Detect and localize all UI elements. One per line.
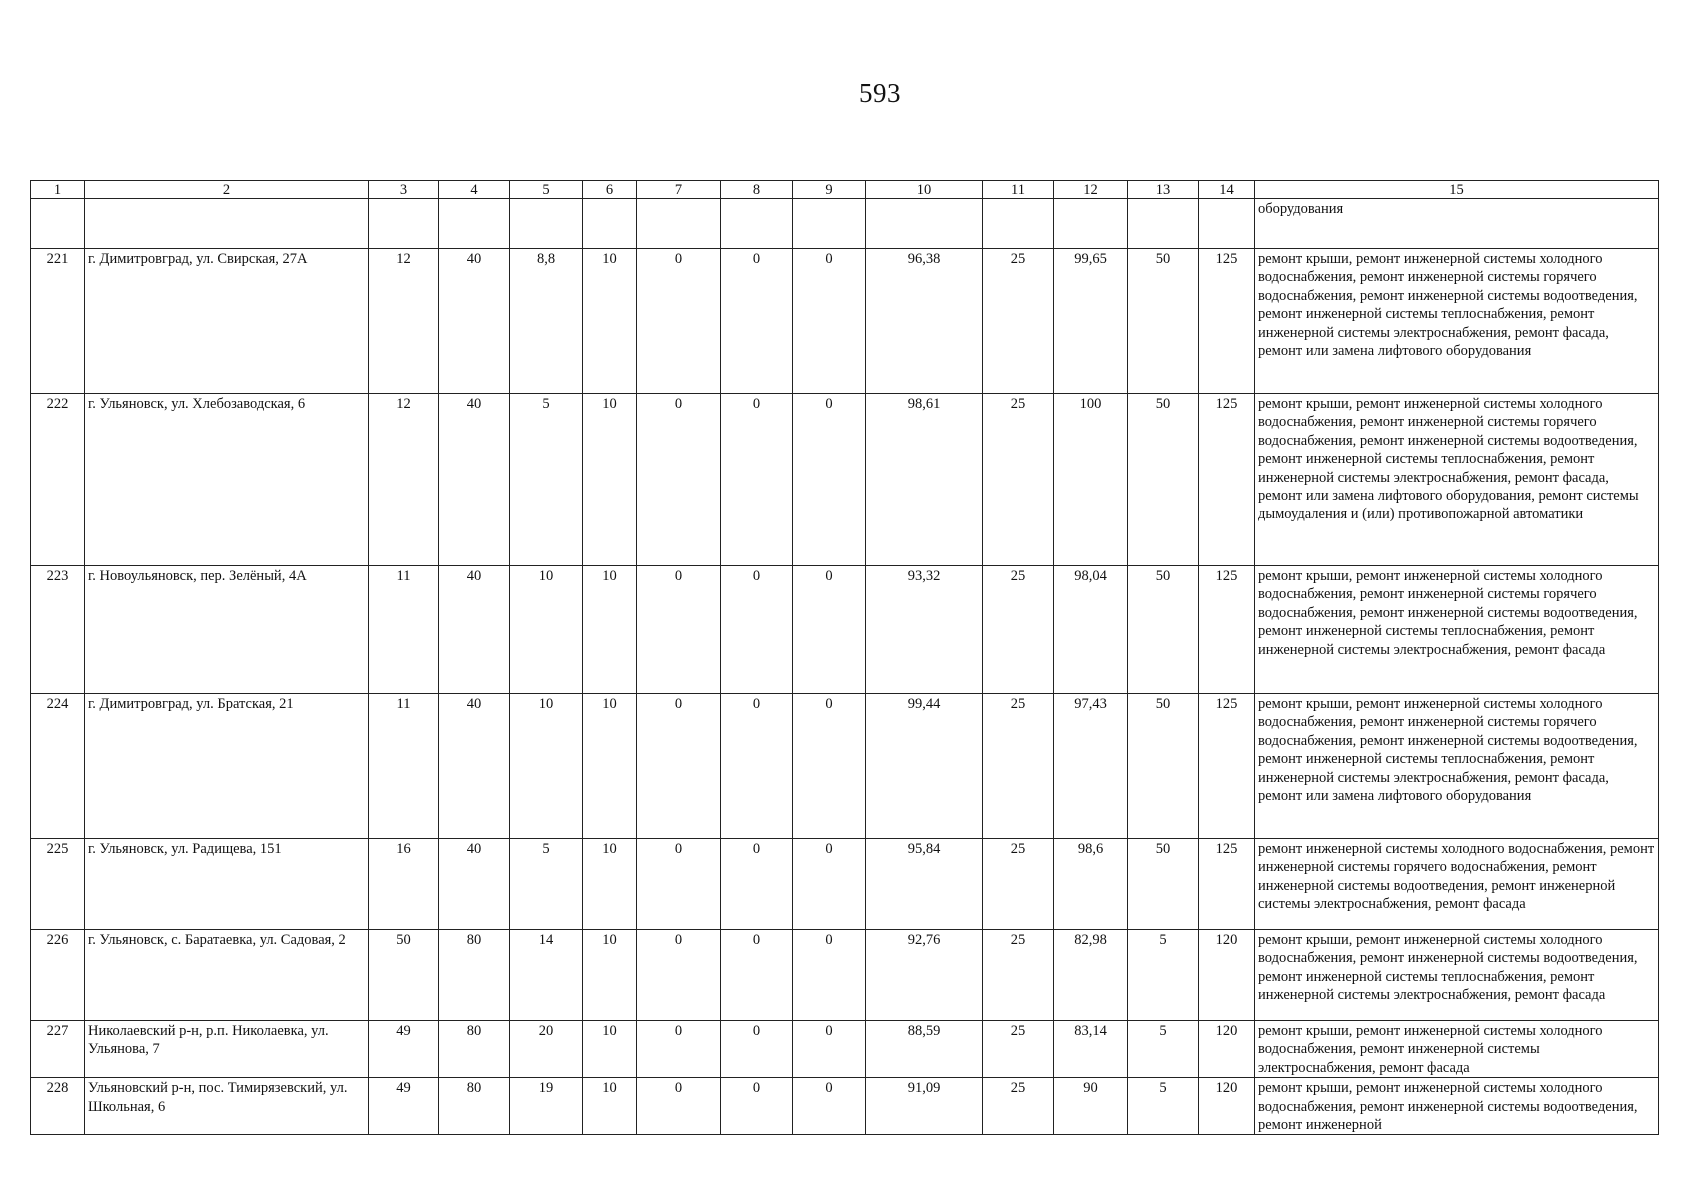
value-cell: 16 — [369, 839, 439, 930]
value-cell: 40 — [439, 249, 510, 394]
value-cell: 40 — [439, 839, 510, 930]
column-header: 6 — [583, 181, 637, 199]
value-cell: 49 — [369, 1021, 439, 1078]
value-cell: 0 — [793, 394, 866, 566]
value-cell: 125 — [1199, 694, 1255, 839]
value-cell: 50 — [1128, 394, 1199, 566]
value-cell: 5 — [1128, 1021, 1199, 1078]
table-cell — [637, 199, 721, 249]
address-cell: г. Ульяновск, ул. Радищева, 151 — [85, 839, 369, 930]
value-cell: 11 — [369, 566, 439, 694]
column-header: 15 — [1255, 181, 1659, 199]
address-cell: г. Ульяновск, ул. Хлебозаводская, 6 — [85, 394, 369, 566]
value-cell: 125 — [1199, 394, 1255, 566]
value-cell: 97,43 — [1054, 694, 1128, 839]
row-number-cell: 228 — [31, 1078, 85, 1135]
value-cell: 50 — [1128, 249, 1199, 394]
table-cell — [369, 199, 439, 249]
table-row — [31, 1078, 1659, 1135]
page-number: 593 — [859, 78, 901, 108]
value-cell: 10 — [583, 1021, 637, 1078]
works-cell: ремонт крыши, ремонт инженерной системы холодного водоснабжения, ремонт инженерной системы горячего водоснабжения, ремонт инженерной системы водоотведения, ремонт инженерной системы теплоснабжения, ремонт инженерной системы электроснабжения, ремонт фасада, ремонт или замена лифтового оборудования, ремонт системы дымоудаления и (или) противопожарной автоматики — [1255, 394, 1659, 566]
value-cell: 0 — [721, 566, 793, 694]
row-number-cell: 222 — [31, 394, 85, 566]
value-cell: 0 — [721, 394, 793, 566]
value-cell: 88,59 — [866, 1021, 983, 1078]
value-cell: 11 — [369, 694, 439, 839]
value-cell: 91,09 — [866, 1078, 983, 1135]
table-cell — [983, 199, 1054, 249]
table-cell — [793, 199, 866, 249]
value-cell: 90 — [1054, 1078, 1128, 1135]
column-header: 9 — [793, 181, 866, 199]
value-cell: 10 — [510, 566, 583, 694]
row-number-cell: 227 — [31, 1021, 85, 1078]
value-cell: 120 — [1199, 1021, 1255, 1078]
table-row — [31, 566, 1659, 694]
table-header — [31, 181, 1659, 199]
value-cell: 25 — [983, 930, 1054, 1021]
value-cell: 25 — [983, 1078, 1054, 1135]
value-cell: 98,6 — [1054, 839, 1128, 930]
value-cell: 0 — [793, 930, 866, 1021]
value-cell: 0 — [637, 1021, 721, 1078]
value-cell: 5 — [1128, 930, 1199, 1021]
value-cell: 0 — [721, 1078, 793, 1135]
value-cell: 0 — [637, 694, 721, 839]
value-cell: 5 — [510, 839, 583, 930]
works-cell: оборудования — [1255, 199, 1659, 249]
column-header: 1 — [31, 181, 85, 199]
value-cell: 92,76 — [866, 930, 983, 1021]
value-cell: 8,8 — [510, 249, 583, 394]
address-cell: г. Димитровград, ул. Братская, 21 — [85, 694, 369, 839]
value-cell: 40 — [439, 566, 510, 694]
value-cell: 25 — [983, 1021, 1054, 1078]
column-header: 10 — [866, 181, 983, 199]
value-cell: 10 — [583, 394, 637, 566]
value-cell: 0 — [637, 930, 721, 1021]
works-cell: ремонт крыши, ремонт инженерной системы холодного водоснабжения, ремонт инженерной системы электроснабжения, ремонт фасада — [1255, 1021, 1659, 1078]
table-row — [31, 1021, 1659, 1078]
value-cell: 50 — [1128, 839, 1199, 930]
address-cell: Николаевский р-н, р.п. Николаевка, ул. Ульянова, 7 — [85, 1021, 369, 1078]
value-cell: 125 — [1199, 839, 1255, 930]
value-cell: 82,98 — [1054, 930, 1128, 1021]
works-cell: ремонт крыши, ремонт инженерной системы холодного водоснабжения, ремонт инженерной системы водоотведения, ремонт инженерной — [1255, 1078, 1659, 1135]
value-cell: 0 — [721, 1021, 793, 1078]
value-cell: 50 — [1128, 694, 1199, 839]
value-cell: 10 — [583, 839, 637, 930]
column-header: 4 — [439, 181, 510, 199]
value-cell: 0 — [637, 839, 721, 930]
row-number-cell: 223 — [31, 566, 85, 694]
value-cell: 25 — [983, 566, 1054, 694]
value-cell: 10 — [583, 1078, 637, 1135]
value-cell: 95,84 — [866, 839, 983, 930]
value-cell: 120 — [1199, 1078, 1255, 1135]
value-cell: 25 — [983, 694, 1054, 839]
table-cell — [1054, 199, 1128, 249]
address-cell: г. Димитровград, ул. Свирская, 27А — [85, 249, 369, 394]
value-cell: 10 — [583, 930, 637, 1021]
table-cell — [439, 199, 510, 249]
value-cell: 50 — [1128, 566, 1199, 694]
continuation-row — [31, 199, 1659, 249]
value-cell: 19 — [510, 1078, 583, 1135]
value-cell: 0 — [793, 566, 866, 694]
row-number-cell: 226 — [31, 930, 85, 1021]
value-cell: 5 — [1128, 1078, 1199, 1135]
value-cell: 25 — [983, 249, 1054, 394]
works-cell: ремонт инженерной системы холодного водоснабжения, ремонт инженерной системы горячего водоснабжения, ремонт инженерной системы водоотведения, ремонт инженерной системы электроснабжения, ремонт фасада — [1255, 839, 1659, 930]
value-cell: 80 — [439, 1021, 510, 1078]
column-header: 13 — [1128, 181, 1199, 199]
works-cell: ремонт крыши, ремонт инженерной системы холодного водоснабжения, ремонт инженерной системы горячего водоснабжения, ремонт инженерной системы водоотведения, ремонт инженерной системы теплоснабжения, ремонт инженерной системы электроснабжения, ремонт фасада — [1255, 566, 1659, 694]
value-cell: 80 — [439, 930, 510, 1021]
value-cell: 0 — [793, 1021, 866, 1078]
column-header: 12 — [1054, 181, 1128, 199]
value-cell: 80 — [439, 1078, 510, 1135]
table-row — [31, 249, 1659, 394]
table-row — [31, 394, 1659, 566]
row-number-cell: 221 — [31, 249, 85, 394]
value-cell: 0 — [721, 249, 793, 394]
value-cell: 12 — [369, 394, 439, 566]
value-cell: 83,14 — [1054, 1021, 1128, 1078]
table-cell — [866, 199, 983, 249]
value-cell: 49 — [369, 1078, 439, 1135]
table-cell — [1128, 199, 1199, 249]
value-cell: 40 — [439, 394, 510, 566]
value-cell: 40 — [439, 694, 510, 839]
value-cell: 10 — [510, 694, 583, 839]
works-cell: ремонт крыши, ремонт инженерной системы холодного водоснабжения, ремонт инженерной системы водоотведения, ремонт инженерной системы теплоснабжения, ремонт инженерной системы электроснабжения, ремонт фасада — [1255, 930, 1659, 1021]
value-cell: 12 — [369, 249, 439, 394]
column-header: 3 — [369, 181, 439, 199]
table-cell — [1199, 199, 1255, 249]
value-cell: 98,04 — [1054, 566, 1128, 694]
table-container — [30, 180, 1659, 1135]
works-cell: ремонт крыши, ремонт инженерной системы холодного водоснабжения, ремонт инженерной системы горячего водоснабжения, ремонт инженерной системы водоотведения, ремонт инженерной системы теплоснабжения, ремонт инженерной системы электроснабжения, ремонт фасада, ремонт или замена лифтового оборудования — [1255, 249, 1659, 394]
value-cell: 0 — [637, 566, 721, 694]
address-cell: Ульяновский р-н, пос. Тимирязевский, ул. Школьная, 6 — [85, 1078, 369, 1135]
table-body — [31, 199, 1659, 1135]
row-number-cell: 225 — [31, 839, 85, 930]
value-cell: 0 — [637, 1078, 721, 1135]
value-cell: 0 — [793, 694, 866, 839]
column-header: 7 — [637, 181, 721, 199]
works-cell: ремонт крыши, ремонт инженерной системы холодного водоснабжения, ремонт инженерной системы горячего водоснабжения, ремонт инженерной системы водоотведения, ремонт инженерной системы теплоснабжения, ремонт инженерной системы электроснабжения, ремонт фасада, ремонт или замена лифтового оборудования — [1255, 694, 1659, 839]
value-cell: 93,32 — [866, 566, 983, 694]
column-header: 2 — [85, 181, 369, 199]
table-row — [31, 930, 1659, 1021]
column-header: 11 — [983, 181, 1054, 199]
value-cell: 0 — [793, 839, 866, 930]
value-cell: 50 — [369, 930, 439, 1021]
value-cell: 10 — [583, 694, 637, 839]
column-header: 14 — [1199, 181, 1255, 199]
table-cell — [721, 199, 793, 249]
value-cell: 20 — [510, 1021, 583, 1078]
value-cell: 125 — [1199, 249, 1255, 394]
value-cell: 125 — [1199, 566, 1255, 694]
value-cell: 100 — [1054, 394, 1128, 566]
value-cell: 0 — [793, 249, 866, 394]
table-row — [31, 694, 1659, 839]
value-cell: 0 — [637, 249, 721, 394]
value-cell: 10 — [583, 566, 637, 694]
table-row — [31, 839, 1659, 930]
table-cell — [583, 199, 637, 249]
value-cell: 0 — [637, 394, 721, 566]
value-cell: 10 — [583, 249, 637, 394]
row-number-cell: 224 — [31, 694, 85, 839]
value-cell: 99,65 — [1054, 249, 1128, 394]
value-cell: 14 — [510, 930, 583, 1021]
column-header: 5 — [510, 181, 583, 199]
value-cell: 5 — [510, 394, 583, 566]
table-cell — [510, 199, 583, 249]
value-cell: 25 — [983, 839, 1054, 930]
value-cell: 0 — [793, 1078, 866, 1135]
table-cell — [31, 199, 85, 249]
address-cell: г. Новоульяновск, пер. Зелёный, 4А — [85, 566, 369, 694]
address-cell: г. Ульяновск, с. Баратаевка, ул. Садовая, 2 — [85, 930, 369, 1021]
value-cell: 98,61 — [866, 394, 983, 566]
housing-repair-table — [30, 180, 1659, 1135]
value-cell: 0 — [721, 839, 793, 930]
value-cell: 96,38 — [866, 249, 983, 394]
value-cell: 120 — [1199, 930, 1255, 1021]
table-cell — [85, 199, 369, 249]
value-cell: 99,44 — [866, 694, 983, 839]
value-cell: 0 — [721, 694, 793, 839]
column-header: 8 — [721, 181, 793, 199]
value-cell: 25 — [983, 394, 1054, 566]
column-number-row — [31, 181, 1659, 199]
value-cell: 0 — [721, 930, 793, 1021]
